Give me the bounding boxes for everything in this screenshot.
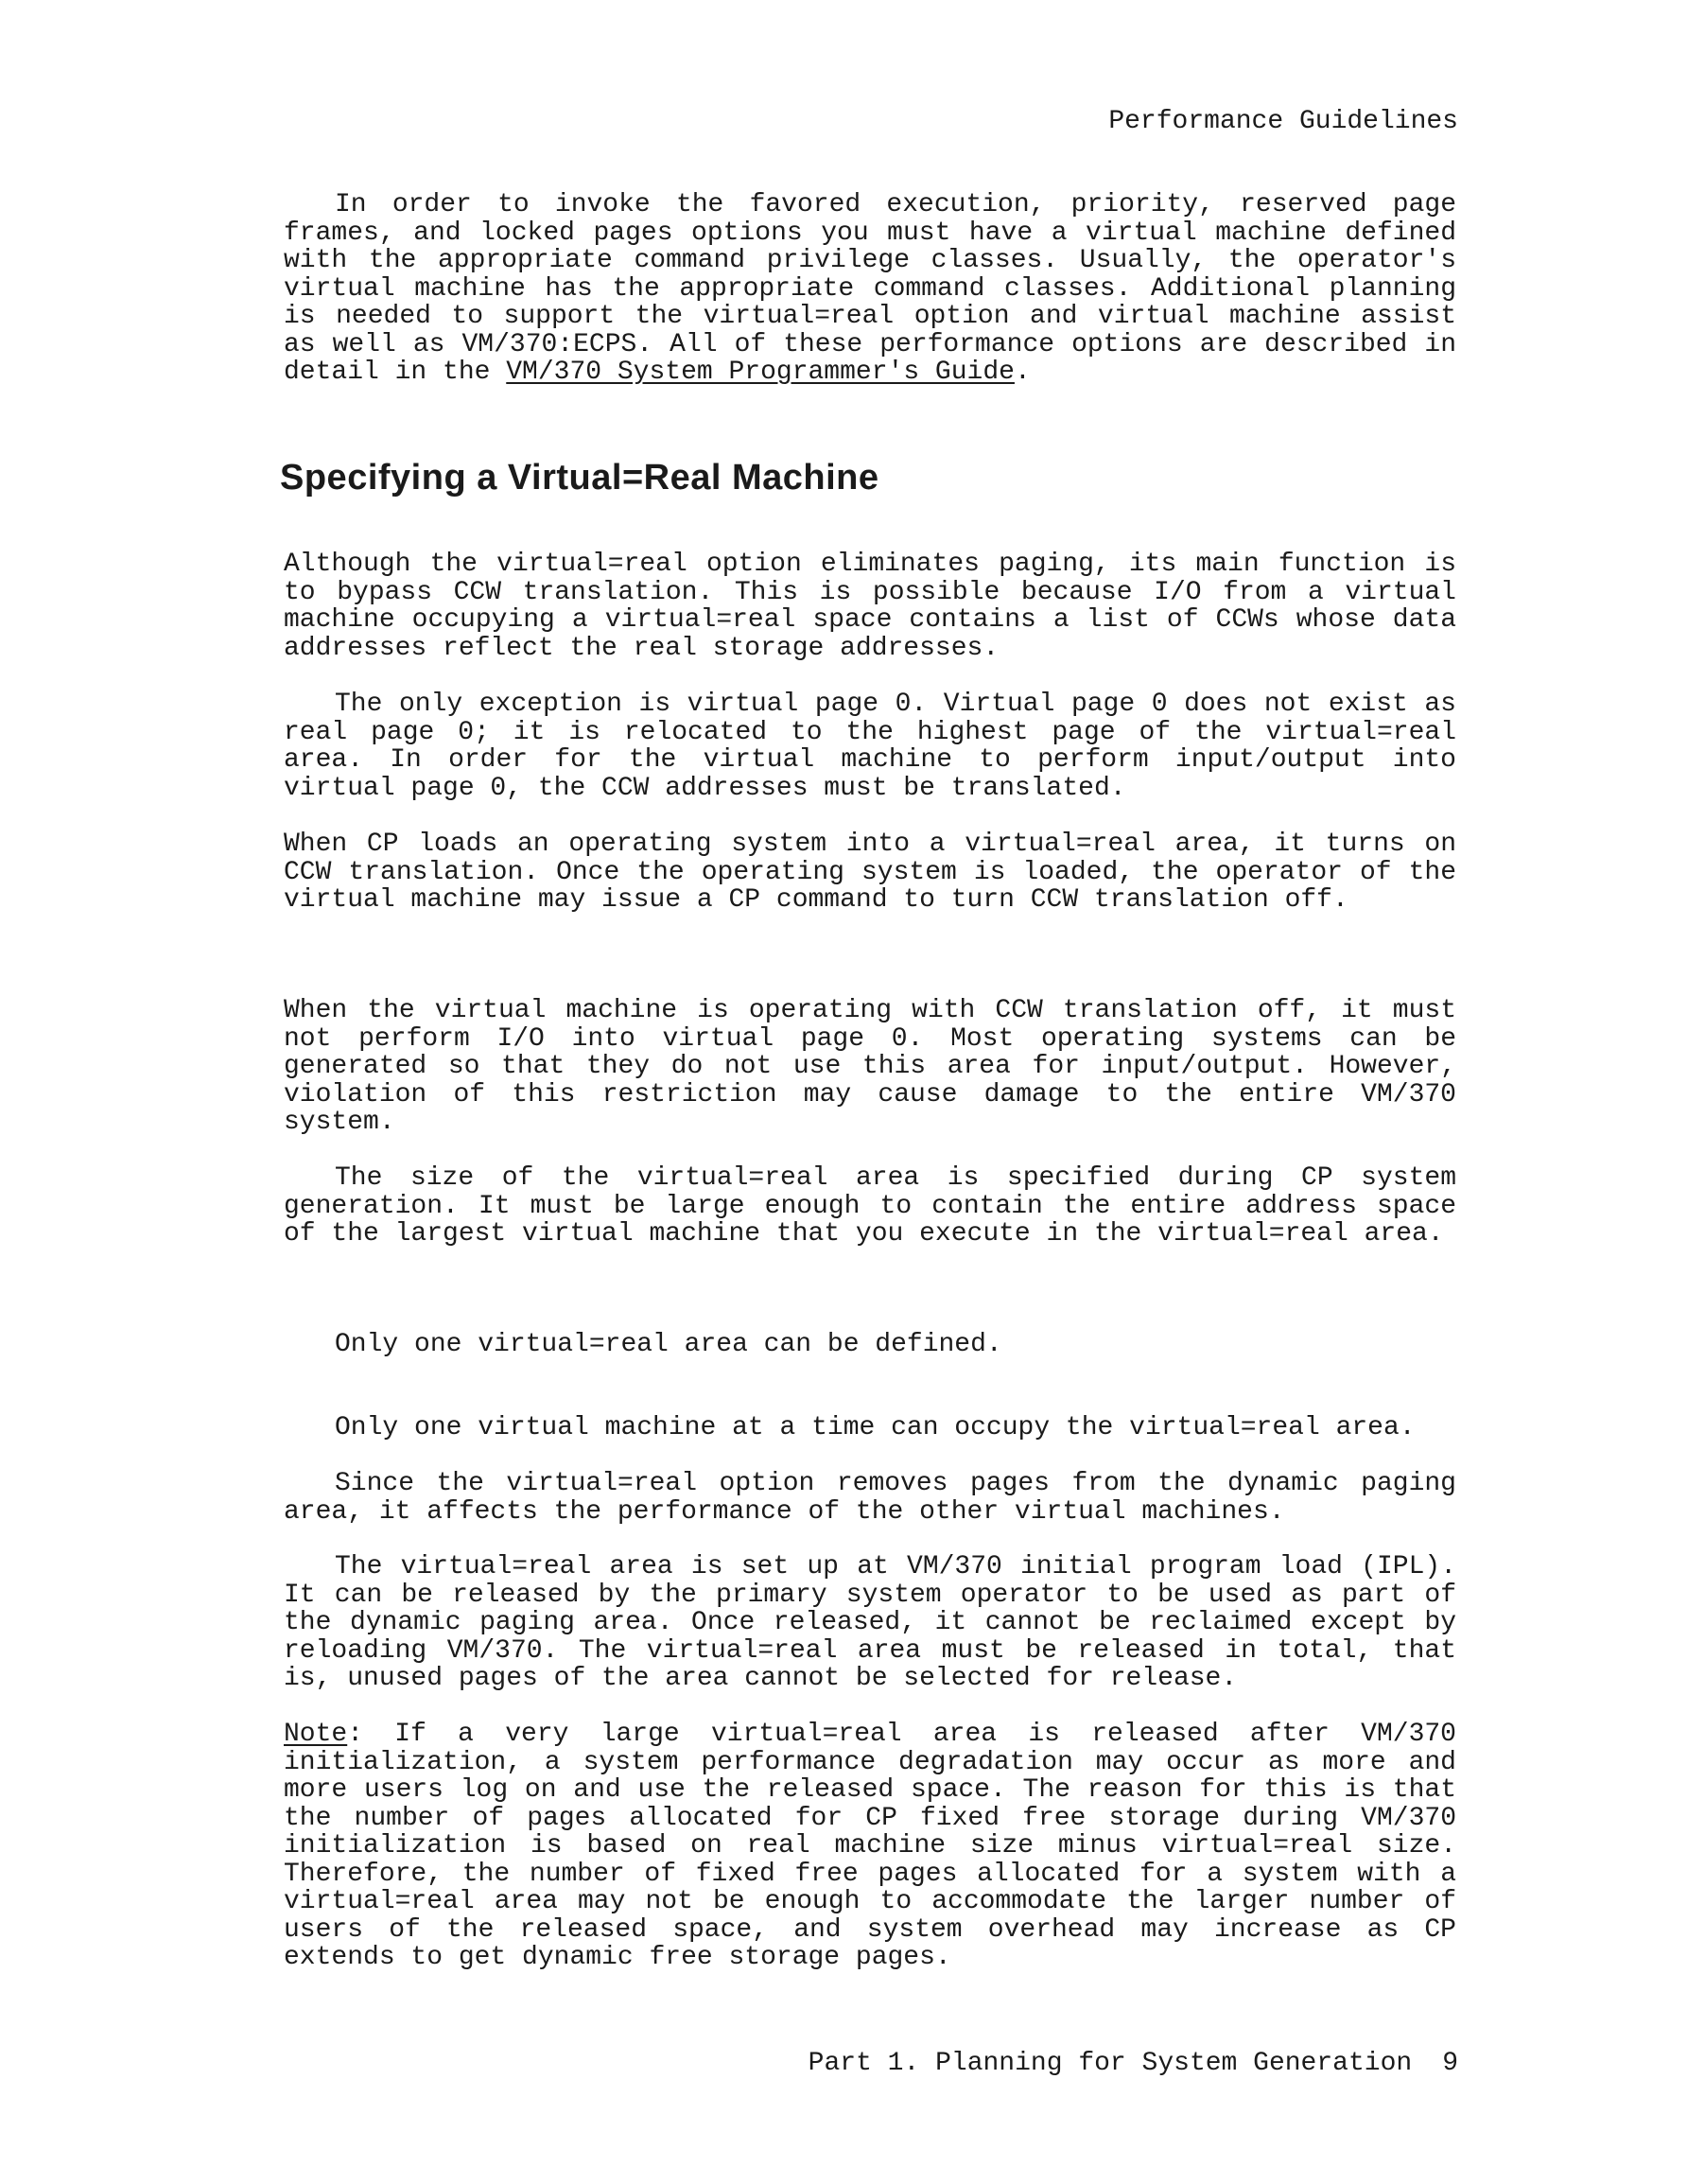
footer-text: Part 1. Planning for System Generation [808,2049,1413,2078]
note-block [284,1721,1456,1972]
body-paragraph-3: When CP loads an operating system into a virtual=real area, it turns on CCW translation. Once the operating system is loaded, the operator of the virtual machine may issue a CP command to turn CCW translation off. [284,830,1456,915]
section-heading: Specifying a Virtual=Real Machine [280,458,879,498]
note-colon: : [347,1720,364,1749]
body-paragraph-3-block [284,830,1456,915]
running-head: Performance Guidelines [1108,107,1458,136]
body-paragraph-1-block [284,550,1456,662]
body-paragraph-7: Only one virtual machine at a time can occupy the virtual=real area. [335,1413,1416,1442]
body-paragraph-6-block [284,1331,1456,1359]
body-paragraph-9: The virtual=real area is set up at VM/370 initial program load (IPL). It can be released by the primary system operator to be used as part of the dynamic paging area. Once released, it cannot be reclaimed except by reloading VM/370. The virtual=real area must be released in total, that is, unused pages of the area cannot be selected for release. [284,1552,1456,1693]
body-paragraph-7-block [284,1414,1456,1442]
body-paragraph-5-block [284,1164,1456,1249]
book-title-reference: VM/370 System Programmer's Guide [506,358,1015,387]
body-paragraph-5: The size of the virtual=real area is specified during CP system generation. It must be large enough to contain the entire address space of the largest virtual machine that you execute in the virtual=real area. [284,1163,1456,1249]
note-paragraph [284,1721,1456,1972]
body-paragraph-2: The only exception is virtual page 0. Virtual page 0 does not exist as real page 0; it is relocated to the highest page of the virtual=real area. In order for the virtual machine to perform input/output into virtual page 0, the CCW addresses must be translated. [284,690,1456,803]
intro-paragraph [284,191,1456,387]
note-text: If a very large virtual=real area is released after VM/370 initialization, a system performance degradation may occur as more and more users log on and use the released space. The reason for this is that the number of pages allocated for CP fixed free storage during VM/370 initialization is based on real machine size minus virtual=real size. Therefore, the number of fixed free pages allocated for a system with a virtual=real area may not be enough to accommodate the larger number of users of the released space, and system overhead may increase as CP extends to get dynamic free storage pages. [284,1720,1456,1972]
body-paragraph-6: Only one virtual=real area can be defined. [335,1330,1002,1359]
body-paragraph-8: Since the virtual=real option removes pages from the dynamic paging area, it affects the performance of the other virtual machines. [284,1469,1456,1527]
intro-text: In order to invoke the favored execution, priority, reserved page frames, and locked pages options you must have a virtual machine defined with the appropriate command privilege classes. Usually, the operator's virtual machine has the appropriate command classes. Additional planning is needed to support the virtual=real option and virtual machine assist as well as VM/370:ECPS. All of these performance options are described in detail in the [284,190,1456,387]
page-number: 9 [1442,2049,1458,2078]
page-footer [809,2048,1458,2080]
body-paragraph-2-block [284,690,1456,802]
note-label: Note [284,1720,348,1749]
intro-text-end: . [1014,358,1031,387]
intro-paragraph-block [284,191,1456,387]
body-paragraph-9-block [284,1553,1456,1693]
body-paragraph-4: When the virtual machine is operating with CCW translation off, it must not perform I/O into virtual page 0. Most operating systems can be generated so that they do not use this area for input/output. However, violation of this restriction may cause damage to the entire VM/370 system. [284,996,1456,1137]
body-paragraph-8-block [284,1470,1456,1526]
body-paragraph-4-block [284,997,1456,1137]
body-paragraph-1: Although the virtual=real option eliminates paging, its main function is to bypass CCW translation. This is possible because I/O from a virtual machine occupying a virtual=real space contains a list of CCWs whose data addresses reflect the real storage addresses. [284,550,1456,663]
